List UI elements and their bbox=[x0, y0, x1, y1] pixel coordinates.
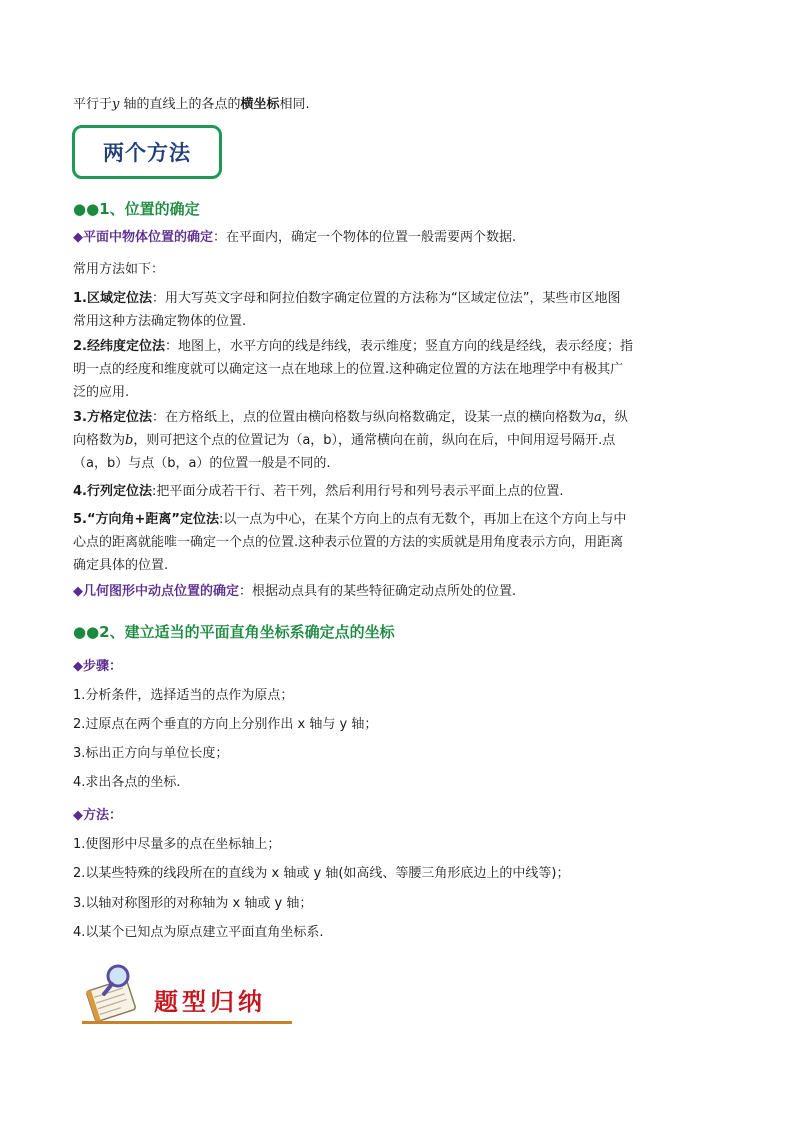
notepad-magnifier-icon bbox=[82, 962, 148, 1022]
method-2 bbox=[73, 335, 633, 404]
method-tip-3: 3.以轴对称图形的对称轴为 x 轴或 y 轴； bbox=[73, 896, 313, 911]
method-3-text-b: ，纵向格数为 bbox=[73, 410, 628, 448]
common-methods-intro: 常用方法如下： bbox=[73, 262, 165, 277]
method-4 bbox=[73, 484, 564, 500]
step-2: 2.过原点在两个垂直的方向上分别作出 x 轴与 y 轴； bbox=[73, 717, 378, 732]
method-4-label: 4.行列定位法 bbox=[73, 484, 152, 499]
method-tip-1: 1.使图形中尽量多的点在坐标轴上； bbox=[73, 837, 281, 852]
method-3-var-b: b bbox=[125, 433, 134, 448]
step-4: 4.求出各点的坐标. bbox=[73, 775, 181, 790]
steps-label: ◆步骤： bbox=[73, 659, 122, 674]
definition-text: ：在平面内，确定一个物体的位置一般需要两个数据. bbox=[213, 230, 517, 245]
banner-underline bbox=[82, 1021, 292, 1024]
method-4-text: :把平面分成若干行、若干列，然后利用行号和列号表示平面上点的位置. bbox=[151, 484, 564, 499]
method-tip-2: 2.以某些特殊的线段所在的直线为 x 轴或 y 轴(如高线、等腰三角形底边上的中线等)； bbox=[73, 866, 570, 881]
methods-title-box bbox=[72, 125, 222, 179]
intro-text-2: 轴的直线上的各点的 bbox=[119, 97, 241, 112]
intro-text-1: 平行于 bbox=[73, 97, 113, 112]
method-3-label: 3.方格定位法 bbox=[73, 410, 152, 425]
method-tip-4: 4.以某个已知点为原点建立平面直角坐标系. bbox=[73, 925, 324, 940]
section1-heading: ●●1、位置的确定 bbox=[73, 200, 200, 218]
question-types-banner bbox=[82, 962, 292, 1024]
method-1-text: ：用大写英文字母和阿拉伯数字确定位置的方法称为“区域定位法”，某些市区地图常用这种方法确定物体的位置. bbox=[73, 291, 621, 329]
method-3-text-a: ：在方格纸上，点的位置由横向格数与纵向格数确定，设某一点的横向格数为 bbox=[151, 410, 594, 425]
method-5 bbox=[73, 508, 633, 577]
section1-definition bbox=[73, 230, 516, 246]
method-5-label: 5.“方向角+距离”定位法 bbox=[73, 512, 219, 527]
method-1 bbox=[73, 287, 633, 333]
intro-var-y: y bbox=[112, 97, 120, 112]
methods-label: ◆方法： bbox=[73, 808, 122, 823]
method-3-var-a: a bbox=[594, 410, 602, 425]
step-1: 1.分析条件，选择适当的点作为原点； bbox=[73, 688, 294, 703]
geometry-definition bbox=[73, 584, 516, 600]
step-3: 3.标出正方向与单位长度； bbox=[73, 746, 229, 761]
definition-label: ◆平面中物体位置的确定 bbox=[73, 230, 213, 245]
intro-text-3: 相同. bbox=[279, 97, 310, 112]
geometry-label: ◆几何图形中动点位置的确定 bbox=[73, 584, 239, 599]
method-1-label: 1.区域定位法 bbox=[73, 291, 152, 306]
methods-title: 两个方法 bbox=[103, 141, 191, 165]
method-3-text-c: ，则可把这个点的位置记为（a，b），通常横向在前，纵向在后，中间用逗号隔开.点（a，b）与点（b，a）的位置一般是不同的. bbox=[73, 433, 616, 471]
intro-line bbox=[73, 97, 310, 113]
intro-bold: 横坐标 bbox=[240, 97, 280, 112]
banner-title: 题型归纳 bbox=[154, 987, 266, 1016]
section2-heading: ●●2、建立适当的平面直角坐标系确定点的坐标 bbox=[73, 623, 395, 641]
geometry-text: ：根据动点具有的某些特征确定动点所处的位置. bbox=[239, 584, 517, 599]
method-5-text: :以一点为中心，在某个方向上的点有无数个，再加上在这个方向上与中心点的距离就能唯一确定一个点的位置.这种表示位置的方法的实质就是用角度表示方向，用距离确定具体的位置. bbox=[73, 512, 627, 573]
method-2-text: ：地图上，水平方向的线是纬线，表示维度；竖直方向的线是经线，表示经度；指明一点的经度和维度就可以确定这一点在地球上的位置.这种确定位置的方法在地理学中有极其广泛的应用. bbox=[73, 339, 633, 400]
method-3 bbox=[73, 406, 633, 475]
method-2-label: 2.经纬度定位法 bbox=[73, 339, 165, 354]
